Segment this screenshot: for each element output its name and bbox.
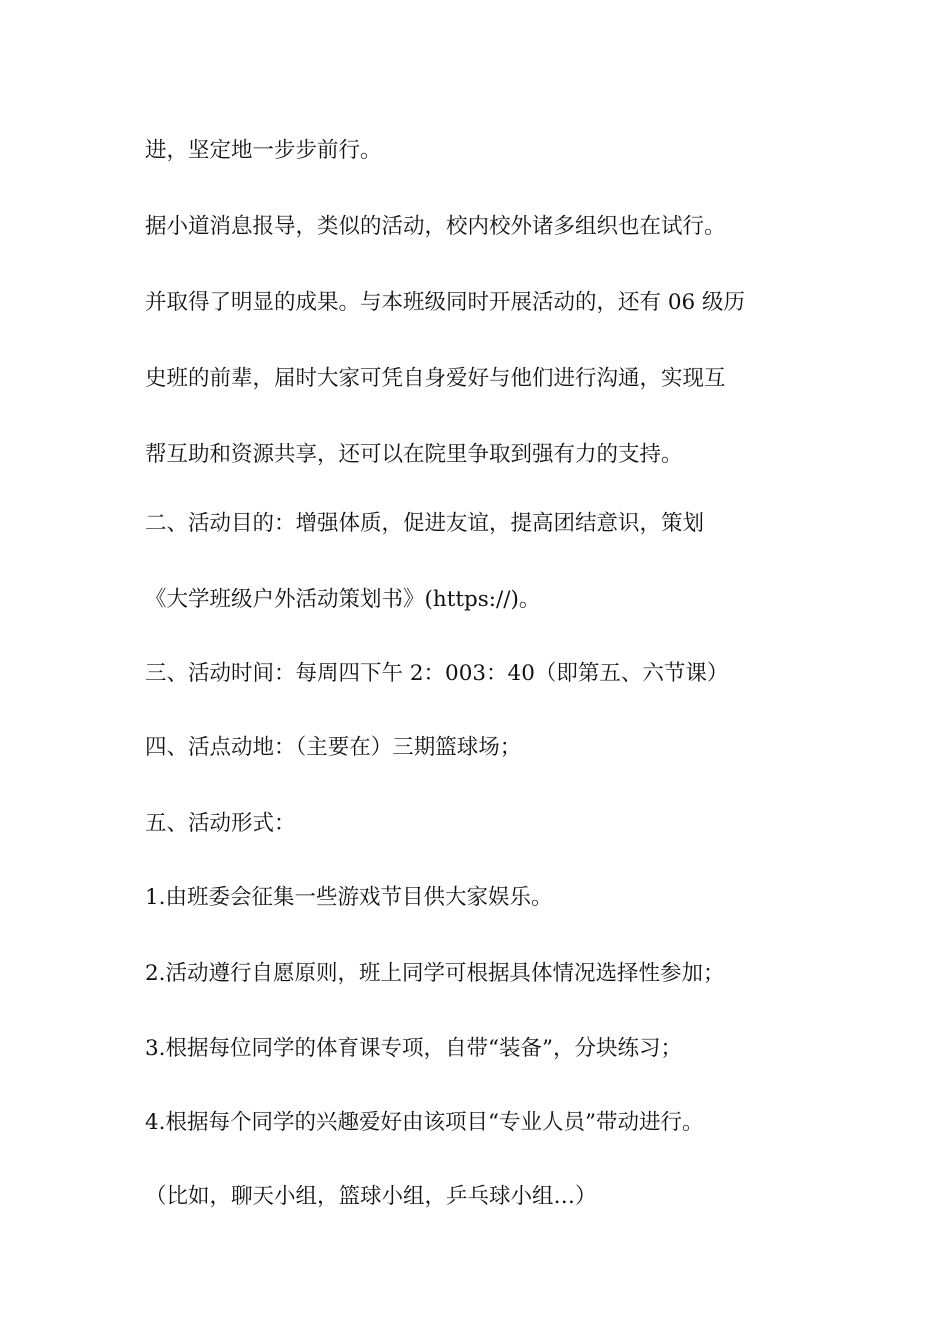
list-item: 4.根据每个同学的兴趣爱好由该项目“专业人员”带动进行。: [145, 1110, 704, 1135]
paragraph-line: 据小道消息报导，类似的活动，校内校外诸多组织也在试行。: [145, 214, 726, 239]
section-heading-time: 三、活动时间：每周四下午 2：003：40（即第五、六节课）: [145, 661, 729, 686]
paragraph-line: （比如，聊天小组，篮球小组，乒乓球小组…）: [145, 1184, 597, 1209]
list-item: 2.活动遵行自愿原则，班上同学可根据具体情况选择性参加；: [145, 961, 725, 986]
paragraph-line: 并取得了明显的成果。与本班级同时开展活动的，还有 06 级历: [145, 290, 746, 315]
paragraph-line: 《大学班级户外活动策划书》(https://)。: [145, 587, 541, 612]
paragraph-line: 帮互助和资源共享，还可以在院里争取到强有力的支持。: [145, 442, 683, 467]
list-item: 3.根据每位同学的体育课专项，自带“装备”，分块练习；: [145, 1036, 682, 1061]
paragraph-line: 进，坚定地一步步前行。: [145, 138, 382, 163]
list-item: 1.由班委会征集一些游戏节目供大家娱乐。: [145, 885, 553, 910]
section-heading-format: 五、活动形式：: [145, 811, 296, 836]
paragraph-line: 史班的前辈，届时大家可凭自身爱好与他们进行沟通，实现互: [145, 366, 726, 391]
section-heading-purpose: 二、活动目的：增强体质，促进友谊，提高团结意识，策划: [145, 511, 705, 536]
section-heading-location: 四、活点动地：（主要在）三期篮球场；: [145, 735, 522, 760]
